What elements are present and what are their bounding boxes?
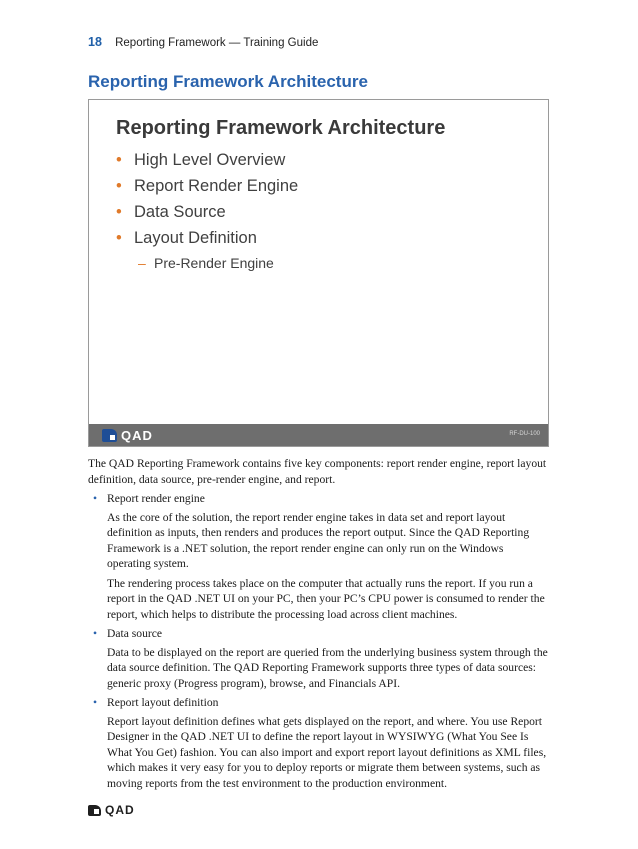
page-number: 18	[88, 35, 102, 49]
slide-qad-logo: QAD	[102, 428, 153, 443]
footer-qad-logo: QAD	[88, 803, 135, 817]
bullet-dot-icon: •	[93, 627, 98, 640]
bullet-dot-icon: •	[116, 177, 122, 195]
body-text	[88, 456, 550, 795]
bullet-dot-icon: •	[116, 151, 122, 169]
component-heading: Report render engine	[107, 492, 205, 505]
slide-bullet: • Layout Definition	[116, 225, 298, 251]
component-paragraph: As the core of the solution, the report render engine takes in data set and report layout definition as inputs, then renders and produces the report output. Since the QAD Reporting Framework is a .NET solution, the report render engine can only run on the Windows operating system.	[107, 510, 530, 570]
slide-bullet: • Report Render Engine	[116, 173, 298, 199]
bullet-dot-icon: •	[93, 492, 98, 505]
component-paragraph: The rendering process takes place on the computer that actually runs the report. If you run a report in the QAD .NET UI on your PC, then your PC’s CPU power is consumed to render the report, which helps to distribute the processing load across client machines.	[107, 576, 545, 621]
slide-footer-bar	[89, 424, 548, 446]
running-title: Reporting Framework — Training Guide	[115, 37, 319, 49]
slide-bullet-list	[116, 147, 298, 275]
intro-paragraph: The QAD Reporting Framework contains five key components: report render engine, report layout definition, data source, pre-render engine, and report.	[88, 457, 547, 486]
qad-logo-icon	[88, 805, 101, 816]
component-item-layout-definition	[88, 695, 550, 791]
slide-sub-bullet: – Pre-Render Engine	[116, 251, 298, 275]
component-item-data-source	[88, 626, 550, 691]
component-heading: Data source	[107, 627, 163, 640]
running-header	[88, 35, 318, 49]
component-heading: Report layout definition	[107, 696, 219, 709]
slide-code: RF-DU-100	[509, 431, 540, 437]
slide-title: Reporting Framework Architecture	[116, 117, 446, 139]
bullet-dot-icon: •	[93, 696, 98, 709]
slide-bullet: • High Level Overview	[116, 147, 298, 173]
component-paragraph: Data to be displayed on the report are queried from the underlying business system through the data source definition. The QAD Reporting Framework supports three types of data sources: generic proxy (Progress program), browse, and Financials API.	[107, 645, 548, 690]
bullet-dot-icon: •	[116, 229, 122, 247]
bullet-dot-icon: •	[116, 203, 122, 221]
slide-image	[88, 99, 549, 447]
component-item-render-engine	[88, 491, 550, 622]
qad-logo-icon	[102, 429, 117, 442]
slide-bullet: • Data Source	[116, 199, 298, 225]
section-title: Reporting Framework Architecture	[88, 72, 368, 91]
bullet-dash-icon: –	[138, 255, 146, 271]
component-paragraph: Report layout definition defines what gets displayed on the report, and where. You use Report Designer in the QAD .NET UI to define the report layout in WYSIWYG (What You See Is What You Get) fashion. You can also import and export report layout definitions as XML files, which makes it very easy for you to deploy reports or migrate them between systems, such as moving reports from the test environment to the production environment.	[107, 714, 547, 790]
